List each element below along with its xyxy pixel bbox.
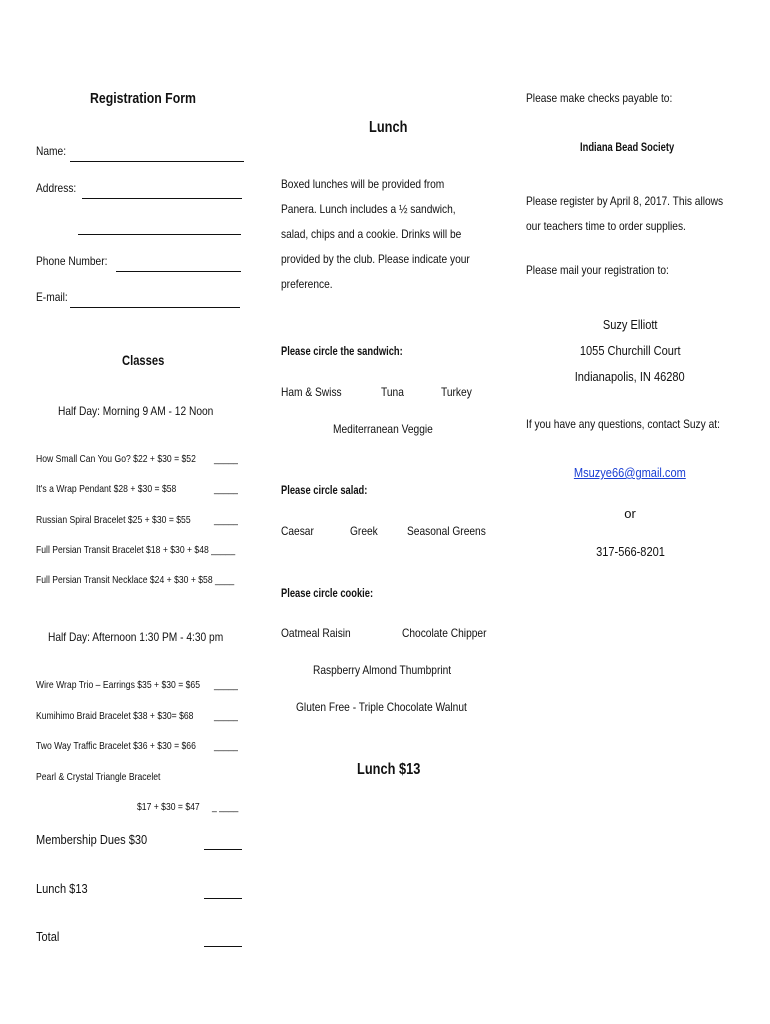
sandwich-label: Please circle the sandwich: <box>281 344 403 358</box>
morning-item: Full Persian Transit Necklace $24 + $30 + $58 ____ <box>36 574 235 586</box>
afternoon-heading: Half Day: Afternoon 1:30 PM - 4:30 pm <box>48 630 224 644</box>
questions-label: If you have any questions, contact Suzy at: <box>526 417 720 431</box>
morning-item: How Small Can You Go? $22 + $30 = $52 <box>36 453 196 465</box>
afternoon-item-blank[interactable]: _____ <box>214 710 238 722</box>
email-label: E-mail: <box>36 290 68 304</box>
cookie-option[interactable]: Gluten Free - Triple Chocolate Walnut <box>296 700 467 714</box>
name-field[interactable] <box>70 161 244 162</box>
or-text: or <box>624 506 636 521</box>
address-field-line-2[interactable] <box>78 234 241 235</box>
total-blank[interactable] <box>204 946 242 947</box>
sandwich-option[interactable]: Ham & Swiss <box>281 385 342 399</box>
salad-option[interactable]: Greek <box>350 524 378 538</box>
afternoon-item: Kumihimo Braid Bracelet $38 + $30= $68 <box>36 710 194 722</box>
contact-email[interactable]: Msuzye66@gmail.com <box>574 465 686 480</box>
morning-item-blank[interactable]: _____ <box>214 483 238 495</box>
afternoon-item-blank[interactable]: _____ <box>214 740 238 752</box>
salad-label: Please circle salad: <box>281 483 368 497</box>
mailing-address: Suzy Elliott 1055 Churchill Court Indianapolis, IN 46280 <box>575 317 685 384</box>
lunch-label: Lunch $13 <box>36 881 88 896</box>
lunch-description: Boxed lunches will be provided from Panera. Lunch includes a ½ sandwich, salad, chips and a cookie. Drinks will be provided by the club. Please indicate your preference. <box>281 177 470 291</box>
registration-form-title: Registration Form <box>90 90 196 107</box>
email-field[interactable] <box>70 307 240 308</box>
afternoon-item: Wire Wrap Trio – Earrings $35 + $30 = $65 <box>36 679 200 691</box>
morning-item: Russian Spiral Bracelet $25 + $30 = $55 <box>36 514 191 526</box>
phone-label: Phone Number: <box>36 254 108 268</box>
morning-item-blank[interactable]: _____ <box>214 514 238 526</box>
phone-field[interactable] <box>116 271 241 272</box>
afternoon-item: Two Way Traffic Bracelet $36 + $30 = $66 <box>36 740 196 752</box>
sandwich-option[interactable]: Turkey <box>441 385 472 399</box>
membership-dues-blank[interactable] <box>204 849 242 850</box>
lunch-heading: Lunch <box>369 119 408 136</box>
total-label: Total <box>36 929 60 944</box>
morning-item: Full Persian Transit Bracelet $18 + $30 + $48 _____ <box>36 544 236 556</box>
pearl-blank[interactable]: _ ____ <box>212 801 239 813</box>
membership-dues-label: Membership Dues $30 <box>36 832 148 847</box>
salad-option[interactable]: Seasonal Greens <box>407 524 486 538</box>
address-label: Address: <box>36 181 77 195</box>
contact-phone: 317-566-8201 <box>595 544 665 559</box>
morning-item: It's a Wrap Pendant $28 + $30 = $58 <box>36 483 177 495</box>
salad-option[interactable]: Caesar <box>281 524 314 538</box>
cookie-option[interactable]: Chocolate Chipper <box>402 626 487 640</box>
cookie-option[interactable]: Raspberry Almond Thumbprint <box>313 663 452 677</box>
society-name: Indiana Bead Society <box>580 140 675 154</box>
morning-heading: Half Day: Morning 9 AM - 12 Noon <box>58 404 214 418</box>
sandwich-option[interactable]: Mediterranean Veggie <box>333 422 433 436</box>
name-label: Name: <box>36 144 67 158</box>
cookie-option[interactable]: Oatmeal Raisin <box>281 626 351 640</box>
register-deadline: Please register by April 8, 2017. This allows our teachers time to order supplies. <box>526 194 724 233</box>
classes-heading: Classes <box>122 352 165 368</box>
checks-payable-label: Please make checks payable to: <box>526 91 673 105</box>
cookie-label: Please circle cookie: <box>281 586 374 600</box>
mail-registration-label: Please mail your registration to: <box>526 263 669 277</box>
sandwich-option[interactable]: Tuna <box>381 385 404 399</box>
address-field-line-1[interactable] <box>82 198 242 199</box>
pearl-price: $17 + $30 = $47 <box>137 801 200 813</box>
lunch-price: Lunch $13 <box>357 761 421 778</box>
afternoon-item-blank[interactable]: _____ <box>214 679 238 691</box>
lunch-blank[interactable] <box>204 898 242 899</box>
morning-item-blank[interactable]: _____ <box>214 453 238 465</box>
afternoon-item: Pearl & Crystal Triangle Bracelet <box>36 771 161 783</box>
